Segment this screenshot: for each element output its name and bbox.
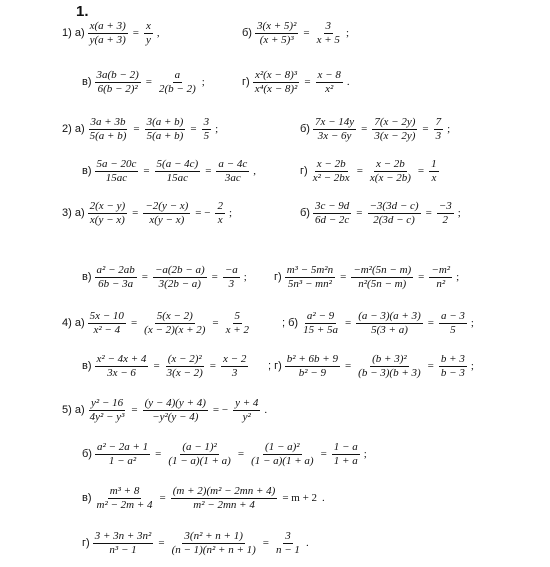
numerator: 5x − 10 <box>89 310 124 322</box>
denominator: x + 5 <box>316 34 340 46</box>
denominator: 6(b − 2)² <box>97 83 138 95</box>
operator: = <box>211 271 218 283</box>
operator: = <box>418 271 425 283</box>
equation-3g <box>274 265 459 290</box>
numerator: (m + 2)(m² − 2mn + 4) <box>172 485 276 497</box>
fraction <box>143 201 190 226</box>
numerator: x − 2 <box>223 353 247 365</box>
punctuation: ; <box>456 271 460 283</box>
problem-number: 1. <box>76 3 89 20</box>
operator: = <box>320 448 327 460</box>
operator: = <box>303 27 310 39</box>
denominator: 2 <box>442 214 448 226</box>
operator: = <box>361 123 368 135</box>
denominator: m² − 2mn + 4 <box>193 499 255 511</box>
item-label: б) <box>82 448 92 460</box>
numerator: a − 4c <box>218 158 248 170</box>
denominator: x² − 4 <box>93 324 121 336</box>
denominator: (1 − a)(1 + a) <box>251 455 314 467</box>
numerator: a² − 9 <box>306 310 335 322</box>
operator: = <box>190 123 197 135</box>
item-label: 5) а) <box>62 404 85 416</box>
numerator: (a − 1)² <box>182 441 217 453</box>
punctuation: ; <box>363 448 367 460</box>
punctuation: . <box>305 537 309 549</box>
fraction <box>356 354 423 379</box>
denominator: 4y² − y³ <box>89 411 125 423</box>
fraction <box>88 398 127 423</box>
numerator: x <box>145 20 151 32</box>
fraction <box>285 354 340 379</box>
denominator: (x − 2)(x + 2) <box>144 324 206 336</box>
numerator: 2(x − y) <box>89 200 126 212</box>
item-label: 1) а) <box>62 27 85 39</box>
denominator: m² − 2m + 4 <box>96 499 153 511</box>
fraction <box>274 531 302 556</box>
fraction <box>249 442 316 467</box>
operator: = − <box>212 404 229 416</box>
operator: = <box>340 271 347 283</box>
denominator: (n − 1)(n² + n + 1) <box>171 544 256 556</box>
operator: = <box>422 123 429 135</box>
fraction <box>166 442 233 467</box>
denominator: (x + 5)³ <box>259 34 294 46</box>
equation-4b <box>282 311 474 336</box>
fraction <box>316 70 343 95</box>
denominator: x <box>431 172 437 184</box>
equation-3v <box>82 265 247 290</box>
operator: = <box>158 537 165 549</box>
denominator: 1 + a <box>333 455 358 467</box>
fraction <box>171 486 278 511</box>
punctuation: ; <box>470 317 474 329</box>
denominator: 3 <box>231 367 238 379</box>
fraction <box>356 311 423 336</box>
equation-3a <box>62 201 232 226</box>
equation-2v <box>82 159 256 184</box>
denominator: 15 + 5a <box>303 324 339 336</box>
operator: = <box>145 76 152 88</box>
denominator: 5 <box>450 324 456 336</box>
punctuation: . <box>346 76 350 88</box>
operator: = <box>155 448 162 460</box>
item-label: г) <box>82 537 90 549</box>
fraction <box>233 398 260 423</box>
numerator: −m² <box>431 264 451 276</box>
numerator: 3a + 3b <box>90 116 126 128</box>
fraction <box>88 21 128 46</box>
fraction <box>315 21 342 46</box>
operator: = − <box>195 207 211 219</box>
denominator: 3(2b − a) <box>158 278 201 290</box>
denominator: 3(x − 2) <box>166 367 203 379</box>
fraction <box>88 311 126 336</box>
numerator: 5(x − 2) <box>156 310 193 322</box>
fraction <box>429 159 439 184</box>
fraction <box>224 311 251 336</box>
numerator: 3(a + b) <box>146 116 184 128</box>
punctuation: . <box>322 492 325 504</box>
fraction <box>95 354 149 379</box>
operator: = <box>153 360 160 372</box>
operator: = <box>345 317 352 329</box>
operator: = <box>130 317 138 329</box>
fraction <box>95 442 150 467</box>
fraction <box>95 70 141 95</box>
denominator: 15ac <box>166 172 189 184</box>
numerator: 7 <box>435 116 442 128</box>
denominator: 3x − 6y <box>317 130 352 142</box>
operator: = <box>133 123 140 135</box>
numerator: (a − 3)(a + 3) <box>358 310 421 322</box>
denominator: 15ac <box>105 172 128 184</box>
operator: = <box>237 448 245 460</box>
item-label: в) <box>82 360 92 372</box>
item-label: г) <box>242 76 250 88</box>
numerator: 3(x + 5)² <box>256 20 297 32</box>
item-label: ; б) <box>282 317 299 329</box>
numerator: 5 <box>234 310 241 322</box>
punctuation: , <box>253 165 256 177</box>
equation-5b <box>82 442 367 467</box>
operator: = <box>141 271 148 283</box>
numerator: y + 4 <box>235 397 259 409</box>
numerator: (1 − a)² <box>265 441 300 453</box>
numerator: m³ − 5m²n <box>286 264 334 276</box>
punctuation: ; <box>345 27 349 39</box>
operator: = <box>212 317 219 329</box>
fraction <box>311 159 352 184</box>
numerator: −a <box>224 264 238 276</box>
fraction <box>145 117 186 142</box>
item-label: в) <box>82 492 92 504</box>
numerator: a² − 2a + 1 <box>96 441 149 453</box>
denominator: 5 <box>203 130 210 142</box>
equation-4a <box>62 311 253 336</box>
numerator: x(a + 3) <box>89 20 126 32</box>
fraction <box>223 265 240 290</box>
punctuation: , <box>156 27 160 39</box>
equation-4v <box>82 354 250 379</box>
operator: = <box>262 537 269 549</box>
item-label: б) <box>300 207 310 219</box>
numerator: −3 <box>438 200 452 212</box>
numerator: m³ + 8 <box>109 485 140 497</box>
equation-5a <box>62 398 267 423</box>
item-label: 4) а) <box>62 317 85 329</box>
denominator: x(x − 2b) <box>369 172 411 184</box>
numerator: 5(a − 4c) <box>156 158 199 170</box>
numerator: 5a − 20c <box>96 158 137 170</box>
punctuation: ; <box>457 207 461 219</box>
numerator: 3a(b − 2) <box>96 69 139 81</box>
punctuation: ; <box>447 123 451 135</box>
denominator: y² <box>242 411 251 423</box>
denominator: y(a + 3) <box>89 34 126 46</box>
numerator: 3 <box>203 116 210 128</box>
fraction <box>88 117 129 142</box>
operator: = <box>356 207 363 219</box>
fraction <box>142 311 207 336</box>
fraction <box>88 201 128 226</box>
numerator: (b + 3)² <box>372 353 407 365</box>
fraction <box>95 486 155 511</box>
fraction <box>202 117 212 142</box>
numerator: (x − 2)² <box>167 353 202 365</box>
equation-2b <box>300 117 450 142</box>
denominator: 5(a + b) <box>89 130 127 142</box>
operator: = <box>143 165 150 177</box>
denominator: 3x − 6 <box>107 367 136 379</box>
item-label: б) <box>242 27 252 39</box>
numerator: 3 <box>285 530 291 542</box>
fraction <box>429 265 452 290</box>
denominator: n²(5n − m) <box>358 278 407 290</box>
denominator: x <box>217 214 223 226</box>
denominator: 2(3d − c) <box>373 214 415 226</box>
fraction <box>255 21 298 46</box>
numerator: 1 <box>431 158 437 170</box>
fraction <box>351 265 413 290</box>
equation-2a <box>62 117 218 142</box>
numerator: x − 2b <box>316 158 346 170</box>
punctuation: ; <box>470 360 474 372</box>
numerator: −m²(5n − m) <box>353 264 412 276</box>
fraction <box>313 117 356 142</box>
fraction <box>221 354 248 379</box>
fraction <box>439 311 467 336</box>
fraction <box>170 531 258 556</box>
numerator: x − 8 <box>317 69 341 81</box>
equation-5v <box>82 486 325 511</box>
operator: = <box>159 492 166 504</box>
denominator: 3 <box>435 130 442 142</box>
numerator: x − 2b <box>376 158 405 170</box>
fraction <box>143 398 208 423</box>
fraction <box>93 531 154 556</box>
operator: = <box>209 360 217 372</box>
denominator: (b − 3)(b + 3) <box>358 367 421 379</box>
fraction <box>437 201 454 226</box>
denominator: n² <box>436 278 446 290</box>
denominator: 1 − a² <box>108 455 137 467</box>
fraction <box>95 159 139 184</box>
numerator: 1 − a <box>333 441 358 453</box>
denominator: 3 <box>228 278 235 290</box>
numerator: 3(n² + n + 1) <box>184 530 243 542</box>
numerator: (y − 4)(y + 4) <box>144 397 206 409</box>
operator: = m + 2 <box>282 492 318 504</box>
fraction <box>165 354 205 379</box>
numerator: −a(2b − a) <box>154 264 205 276</box>
fraction <box>253 70 300 95</box>
denominator: x(y − x) <box>89 214 125 226</box>
punctuation: . <box>264 404 268 416</box>
numerator: y² − 16 <box>90 397 124 409</box>
denominator: b − 3 <box>440 367 465 379</box>
operator: = <box>427 360 434 372</box>
operator: = <box>205 165 212 177</box>
denominator: x² <box>325 83 334 95</box>
denominator: 3(x − 2y) <box>374 130 416 142</box>
denominator: x⁴(x − 8)² <box>254 83 298 95</box>
denominator: 5n³ − mn² <box>287 278 332 290</box>
item-label: в) <box>82 165 92 177</box>
item-label: 3) а) <box>62 207 85 219</box>
equation-3b <box>300 201 461 226</box>
denominator: x + 2 <box>225 324 249 336</box>
denominator: 6b − 3a <box>98 278 134 290</box>
fraction <box>313 201 351 226</box>
item-label: г) <box>300 165 308 177</box>
operator: = <box>131 404 138 416</box>
item-label: ; г) <box>268 360 282 372</box>
numerator: x²(x − 8)³ <box>254 69 298 81</box>
item-label: в) <box>82 76 92 88</box>
denominator: b² − 9 <box>298 367 326 379</box>
denominator: 6d − 2c <box>314 214 350 226</box>
fraction <box>332 442 360 467</box>
numerator: 3 + 3n + 3n² <box>94 530 152 542</box>
operator: = <box>132 27 139 39</box>
fraction <box>434 117 444 142</box>
denominator: n − 1 <box>276 544 300 556</box>
item-label: в) <box>82 271 92 283</box>
operator: = <box>344 360 352 372</box>
punctuation: ; <box>201 76 205 88</box>
fraction <box>144 21 153 46</box>
numerator: −3(3d − c) <box>369 200 419 212</box>
equation-2g <box>300 159 441 184</box>
fraction <box>368 201 421 226</box>
numerator: 3 <box>325 20 332 32</box>
numerator: b + 3 <box>440 353 465 365</box>
denominator: x² − 2bx <box>312 172 350 184</box>
operator: = <box>304 76 311 88</box>
denominator: (1 − a)(1 + a) <box>168 455 231 467</box>
equation-1v <box>82 70 205 95</box>
fraction <box>95 265 137 290</box>
denominator: 2(b − 2) <box>158 83 196 95</box>
numerator: a <box>174 69 181 81</box>
denominator: −y²(y − 4) <box>152 411 199 423</box>
operator: = <box>425 207 432 219</box>
denominator: 5(a + b) <box>146 130 184 142</box>
numerator: 7(x − 2y) <box>374 116 416 128</box>
denominator: 3ac <box>224 172 241 184</box>
numerator: 7x − 14y <box>314 116 355 128</box>
fraction <box>216 159 249 184</box>
numerator: 2 <box>217 200 223 212</box>
fraction <box>368 159 413 184</box>
operator: = <box>417 165 425 177</box>
punctuation: ; <box>215 123 219 135</box>
fraction <box>301 311 340 336</box>
item-label: г) <box>274 271 282 283</box>
denominator: n³ − 1 <box>109 544 137 556</box>
numerator: a² − 2ab <box>96 264 135 276</box>
fraction <box>285 265 335 290</box>
punctuation: ; <box>228 207 233 219</box>
fraction <box>155 159 201 184</box>
equation-1g <box>242 70 350 95</box>
operator: = <box>132 207 139 219</box>
fraction <box>439 354 467 379</box>
equation-4g <box>268 354 474 379</box>
operator: = <box>427 317 434 329</box>
numerator: x² − 4x + 4 <box>96 353 147 365</box>
numerator: a − 3 <box>440 310 465 322</box>
item-label: б) <box>300 123 310 135</box>
operator: = <box>356 165 363 177</box>
equation-1b <box>242 21 349 46</box>
fraction <box>153 265 207 290</box>
numerator: 3c − 9d <box>314 200 350 212</box>
item-label: 2) а) <box>62 123 85 135</box>
equation-1a <box>62 21 160 46</box>
equation-5g <box>82 531 309 556</box>
denominator: y <box>145 34 151 46</box>
denominator: x(y − x) <box>149 214 185 226</box>
fraction <box>215 201 225 226</box>
fraction <box>372 117 417 142</box>
punctuation: ; <box>243 271 247 283</box>
fraction <box>157 70 198 95</box>
numerator: b² + 6b + 9 <box>286 353 338 365</box>
numerator: −2(y − x) <box>145 200 189 212</box>
denominator: 5(3 + a) <box>371 324 408 336</box>
